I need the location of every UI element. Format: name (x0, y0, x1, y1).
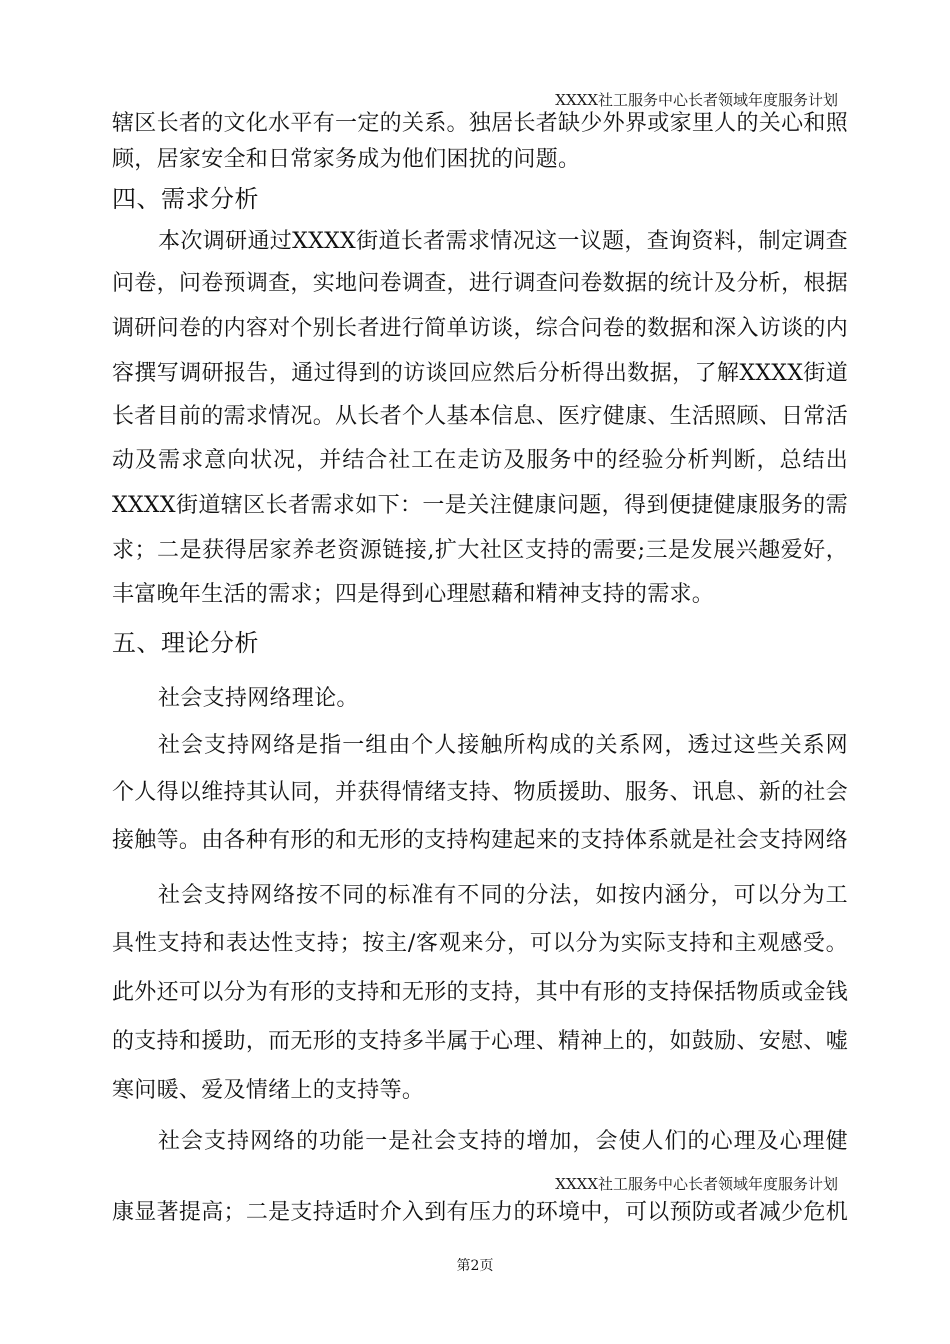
body-line: 社会支持网络按不同的标准有不同的分法，如按内涵分，可以分为工 (158, 883, 848, 908)
body-line: 具性支持和表达性支持；按主/客观来分，可以分为实际支持和主观感受。 (112, 931, 848, 956)
body-line: 的支持和援助，而无形的支持多半属于心理、精神上的，如鼓励、安慰、嘘 (112, 1029, 848, 1054)
subheading-social-support-network: 社会支持网络理论。 (158, 686, 359, 711)
body-line: 本次调研通过XXXX街道长者需求情况这一议题，查询资料，制定调查 (158, 229, 848, 254)
body-line: 寒问暖、爱及情绪上的支持等。 (112, 1078, 425, 1103)
running-header-repeat: XXXX社工服务中心长者领域年度服务计划 (555, 1175, 838, 1193)
page-number: 第2页 (456, 1258, 494, 1274)
body-line: 容撰写调研报告，通过得到的访谈回应然后分析得出数据，了解XXXX街道 (112, 361, 848, 386)
section-heading-theory-analysis: 五、理论分析 (112, 630, 259, 656)
body-line: 求；二是获得居家养老资源链接,扩大社区支持的需要;三是发展兴趣爱好， (112, 538, 848, 563)
body-line: 接触等。由各种有形的和无形的支持构建起来的支持体系就是社会支持网络 (112, 828, 848, 853)
body-line: XXXX街道辖区长者需求如下：一是关注健康问题，得到便捷健康服务的需 (112, 493, 848, 518)
body-line: 长者目前的需求情况。从长者个人基本信息、医疗健康、生活照顾、日常活 (112, 404, 848, 429)
section-heading-demand-analysis: 四、需求分析 (112, 186, 259, 212)
body-line: 调研问卷的内容对个别长者进行简单访谈，综合问卷的数据和深入访谈的内 (112, 316, 848, 341)
body-line: 社会支持网络的功能一是社会支持的增加，会使人们的心理及心理健 (158, 1129, 848, 1154)
body-line: 顾，居家安全和日常家务成为他们困扰的问题。 (112, 147, 581, 172)
body-line: 康显著提高；二是支持适时介入到有压力的环境中，可以预防或者减少危机 (112, 1200, 848, 1225)
running-header-top: XXXX社工服务中心长者领域年度服务计划 (555, 91, 838, 109)
body-line: 社会支持网络是指一组由个人接触所构成的关系网，透过这些关系网 (158, 733, 848, 758)
body-line: 动及需求意向状况，并结合社工在走访及服务中的经验分析判断，总结出 (112, 448, 848, 473)
body-line: 丰富晚年生活的需求；四是得到心理慰藉和精神支持的需求。 (112, 582, 715, 607)
body-line: 问卷，问卷预调查，实地问卷调查，进行调查问卷数据的统计及分析，根据 (112, 271, 848, 296)
body-line: 个人得以维持其认同，并获得情绪支持、物质援助、服务、讯息、新的社会 (112, 780, 848, 805)
body-line: 此外还可以分为有形的支持和无形的支持，其中有形的支持保括物质或金钱 (112, 980, 848, 1005)
body-line: 辖区长者的文化水平有一定的关系。独居长者缺少外界或家里人的关心和照 (112, 111, 848, 136)
